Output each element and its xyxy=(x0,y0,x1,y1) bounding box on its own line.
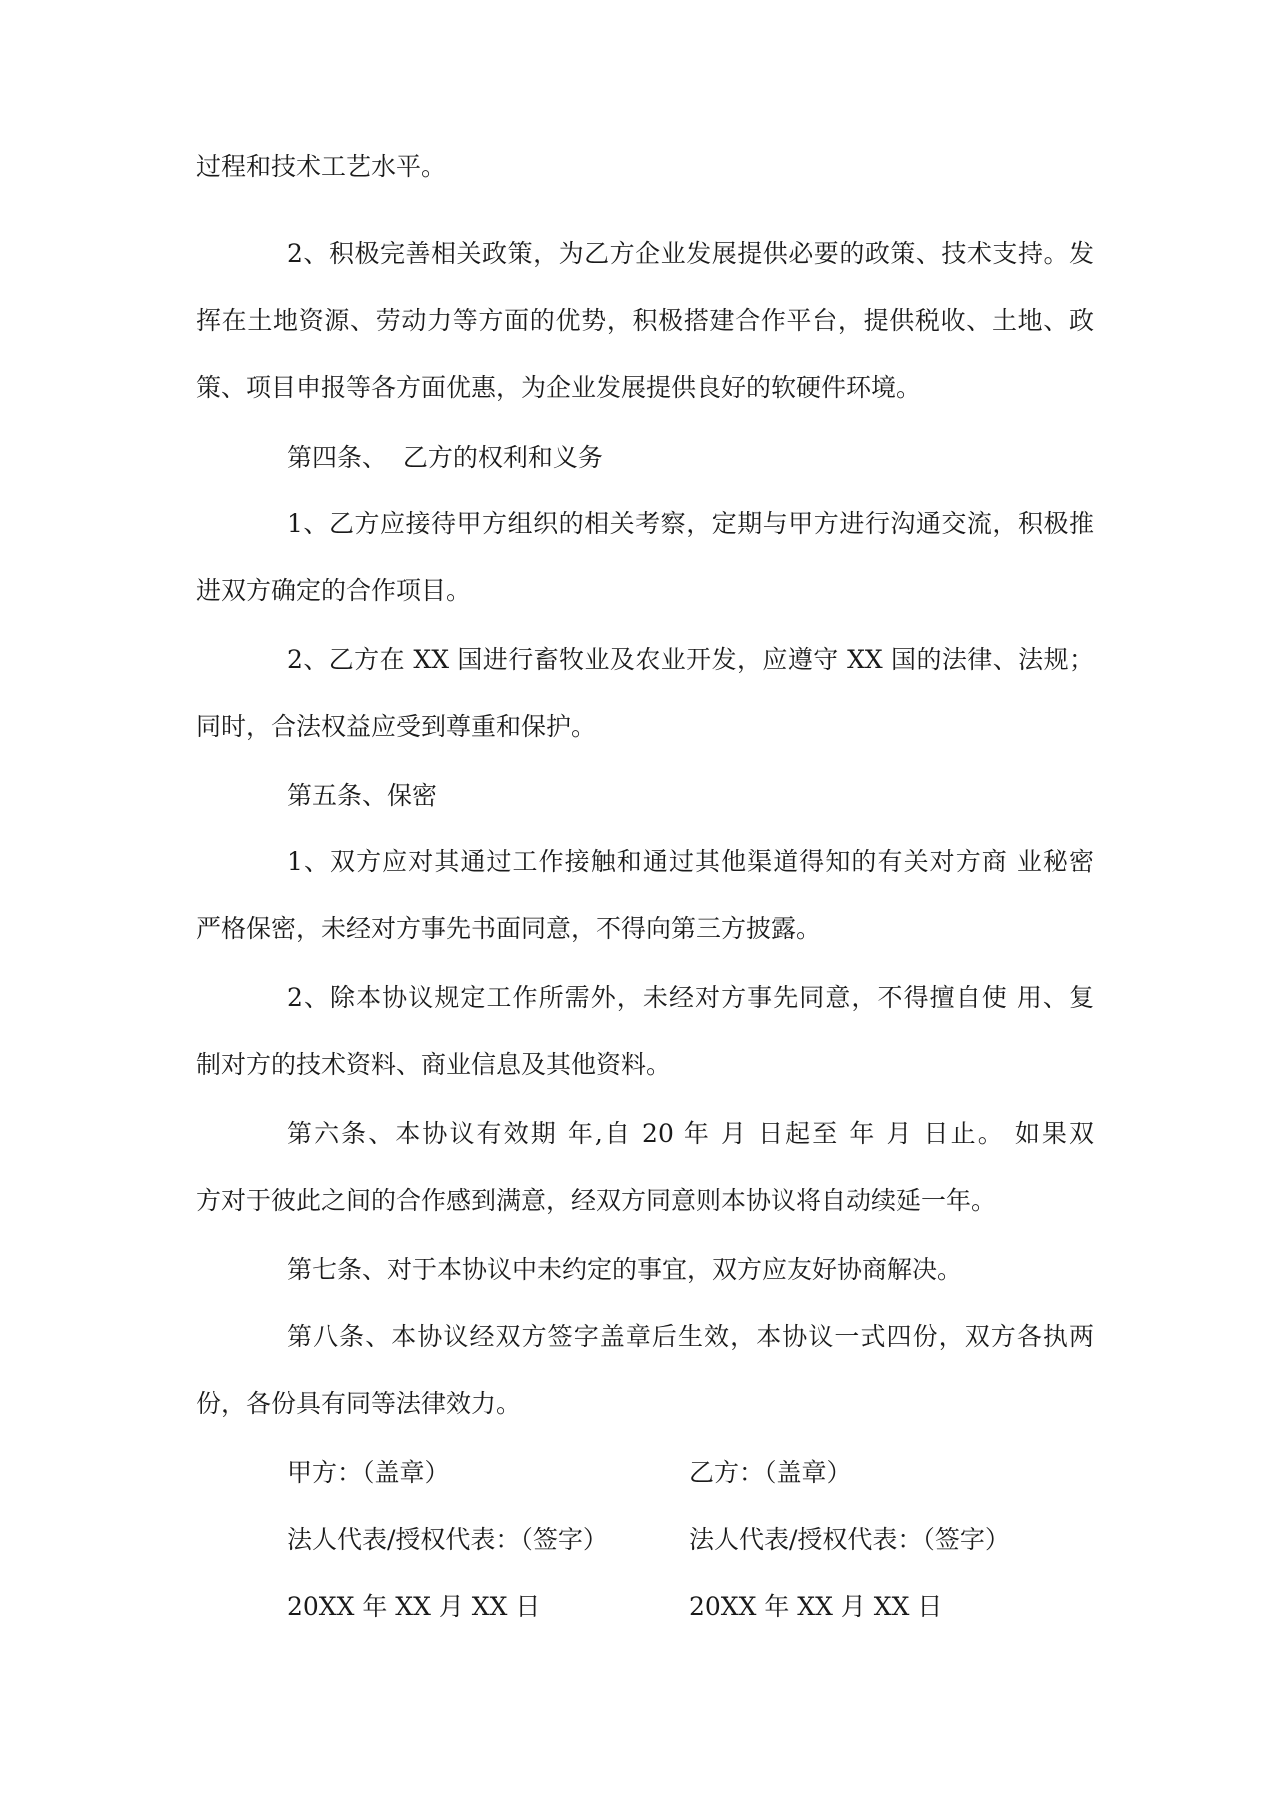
section-heading: 第五条、保密 xyxy=(287,781,438,810)
paragraph-line: 2、积极完善相关政策，为乙方企业发展提供必要的政策、技术支持。发 xyxy=(287,239,1094,268)
paragraph-line: 挥在土地资源、劳动力等方面的优势，积极搭建合作平台，提供税收、土地、政 xyxy=(196,306,1094,335)
paragraph-line: 1、乙方应接待甲方组织的相关考察，定期与甲方进行沟通交流，积极推 xyxy=(287,509,1094,538)
paragraph-line: 第六条、本协议有效期 年,自 20 年 月 日起至 年 月 日止。 如果双 xyxy=(287,1119,1094,1148)
paragraph-line: 份，各份具有同等法律效力。 xyxy=(196,1389,522,1418)
paragraph-line: 同时，合法权益应受到尊重和保护。 xyxy=(196,712,597,741)
paragraph-line: 1、双方应对其通过工作接触和通过其他渠道得知的有关对方商 业秘密 xyxy=(287,847,1094,876)
paragraph-line: 制对方的技术资料、商业信息及其他资料。 xyxy=(196,1050,672,1079)
section-heading: 第四条、 乙方的权利和义务 xyxy=(287,443,603,472)
paragraph-line: 2、除本协议规定工作所需外，未经对方事先同意，不得擅自使 用、复 xyxy=(287,983,1094,1012)
paragraph-line: 2、乙方在 XX 国进行畜牧业及农业开发，应遵守 XX 国的法律、法规； xyxy=(287,645,1094,674)
party-a-rep-label: 法人代表/授权代表：（签字） xyxy=(287,1525,608,1554)
paragraph-line: 进双方确定的合作项目。 xyxy=(196,576,472,605)
party-a-date: 20XX 年 XX 月 XX 日 xyxy=(287,1592,541,1621)
paragraph-line: 策、项目申报等各方面优惠，为企业发展提供良好的软硬件环境。 xyxy=(196,373,922,402)
paragraph-line: 过程和技术工艺水平。 xyxy=(196,152,447,181)
party-b-seal-label: 乙方：（盖章） xyxy=(689,1458,852,1487)
party-b-rep-label: 法人代表/授权代表：（签字） xyxy=(689,1525,1010,1554)
paragraph-line: 第七条、对于本协议中未约定的事宜，双方应友好协商解决。 xyxy=(287,1255,963,1284)
party-b-date: 20XX 年 XX 月 XX 日 xyxy=(689,1592,943,1621)
paragraph-line: 方对于彼此之间的合作感到满意，经双方同意则本协议将自动续延一年。 xyxy=(196,1186,997,1215)
paragraph-line: 第八条、本协议经双方签字盖章后生效，本协议一式四份，双方各执两 xyxy=(287,1322,1094,1351)
party-a-seal-label: 甲方：（盖章） xyxy=(287,1458,450,1487)
paragraph-line: 严格保密，未经对方事先书面同意，不得向第三方披露。 xyxy=(196,914,822,943)
